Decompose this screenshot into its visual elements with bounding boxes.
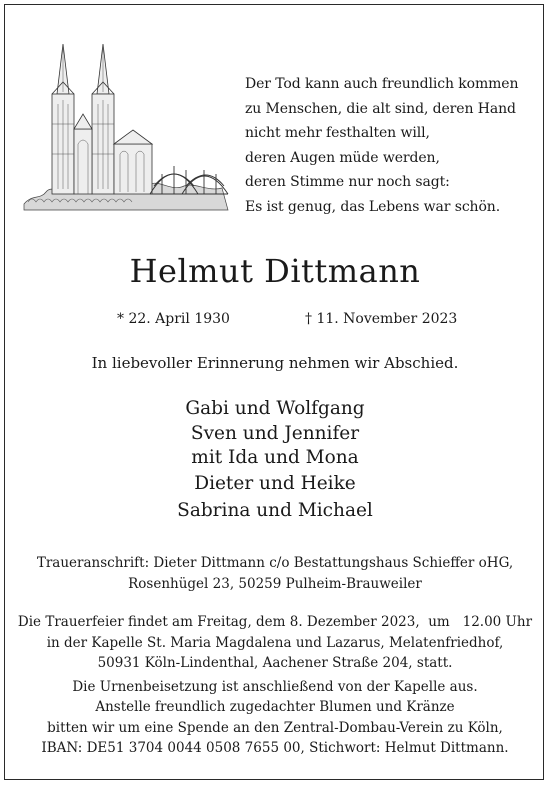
birth-date: * 22. April 1930 bbox=[117, 311, 230, 327]
mourner-line: mit Ida und Mona bbox=[191, 447, 359, 468]
poem-line: zu Menschen, die alt sind, deren Hand bbox=[245, 100, 516, 117]
death-date: † 11. November 2023 bbox=[305, 311, 458, 327]
ceremony-line: 50931 Köln-Lindenthal, Aachener Straße 204, statt. bbox=[97, 655, 453, 671]
mourner-line: Dieter und Heike bbox=[194, 473, 356, 494]
mourners-list bbox=[0, 395, 550, 524]
donation-info bbox=[0, 697, 550, 759]
poem-line: deren Augen müde werden, bbox=[245, 149, 440, 166]
address-line: Rosenhügel 23, 50259 Pulheim-Brauweiler bbox=[128, 575, 422, 592]
deceased-name: Helmut Dittmann bbox=[129, 252, 421, 290]
poem-line: deren Stimme nur noch sagt: bbox=[245, 174, 450, 190]
poem-line: Es ist genug, das Lebens war schön. bbox=[245, 198, 501, 215]
address-line: Traueranschrift: Dieter Dittmann c/o Bestattungshaus Schieffer oHG, bbox=[36, 555, 514, 571]
mourning-address bbox=[0, 553, 550, 594]
farewell-text: In liebevoller Erinnerung nehmen wir Abschied. bbox=[91, 354, 459, 372]
donation-line: Anstelle freundlich zugedachter Blumen und Kränze bbox=[95, 699, 455, 715]
ceremony-info bbox=[0, 612, 550, 674]
urn-burial-info bbox=[0, 677, 550, 698]
ceremony-line: in der Kapelle St. Maria Magdalena und Lazarus, Melatenfriedhof, bbox=[46, 634, 504, 651]
urn-line: Die Urnenbeisetzung ist anschließend von der Kapelle aus. bbox=[72, 679, 478, 695]
mourner-line: Sabrina und Michael bbox=[177, 500, 373, 521]
cologne-cathedral-illustration bbox=[22, 34, 232, 224]
donation-line: IBAN: DE51 3704 0044 0508 7655 00, Stichwort: Helmut Dittmann. bbox=[41, 740, 509, 756]
mourner-line: Gabi und Wolfgang bbox=[185, 398, 365, 419]
ceremony-line: Die Trauerfeier findet am Freitag, dem 8. Dezember 2023, um 12.00 Uhr bbox=[17, 614, 533, 630]
poem-line: Der Tod kann auch freundlich kommen bbox=[245, 76, 519, 92]
mourner-line: Sven und Jennifer bbox=[190, 423, 360, 444]
poem bbox=[245, 72, 545, 219]
poem-line: nicht mehr festhalten will, bbox=[245, 125, 430, 141]
donation-line: bitten wir um eine Spende an den Zentral-Dombau-Verein zu Köln, bbox=[47, 719, 503, 736]
